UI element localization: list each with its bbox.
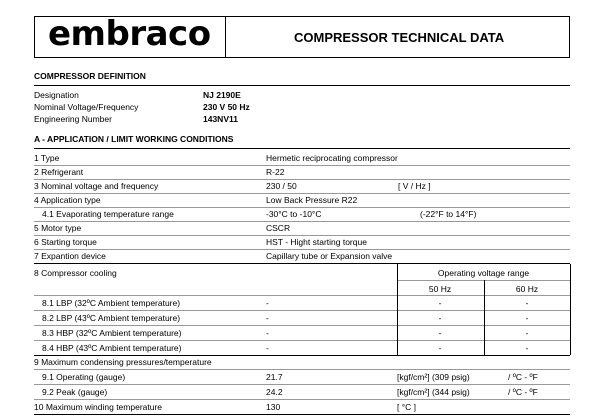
cooling-60hz-value: - <box>525 298 529 308</box>
row-divider <box>34 340 570 341</box>
row-divider <box>34 295 570 296</box>
definition-heading: COMPRESSOR DEFINITION <box>34 71 146 81</box>
row-value: 230 / 50 <box>266 181 297 191</box>
row-value: Low Back Pressure R22 <box>266 195 358 205</box>
cooling-50hz-value: - <box>438 298 442 308</box>
pressure-row-value: 24.2 <box>266 387 283 397</box>
voltage-label: Nominal Voltage/Frequency <box>34 102 139 112</box>
cooling-row-value: - <box>266 343 269 353</box>
row-label: 4 Application type <box>34 195 101 205</box>
winding-label: 10 Maximum winding temperature <box>34 402 163 412</box>
row-value: CSCR <box>266 223 291 233</box>
cooling-50hz-value: - <box>438 343 442 353</box>
pressure-row-label: 9.1 Operating (gauge) <box>42 372 126 382</box>
row-divider <box>34 165 570 166</box>
col-50hz-header: 50 Hz <box>428 284 452 294</box>
pressure-row-value: 21.7 <box>266 372 283 382</box>
section-a-heading: A - APPLICATION / LIMIT WORKING CONDITIONS <box>34 134 234 144</box>
pressure-row-temp: / ºC - ºF <box>508 387 538 397</box>
table-border <box>484 280 485 355</box>
voltage-value: 230 V 50 Hz <box>203 102 250 112</box>
table-border <box>570 264 571 355</box>
col-60hz-header: 60 Hz <box>515 284 539 294</box>
cooling-row-value: - <box>266 313 269 323</box>
row-divider <box>34 235 570 236</box>
document-title: COMPRESSOR TECHNICAL DATA <box>294 30 505 45</box>
header-divider <box>225 16 226 58</box>
winding-value: 130 <box>266 402 281 412</box>
row-value: HST - Hight starting torque <box>266 237 367 247</box>
row-label: 1 Type <box>34 153 60 163</box>
cooling-50hz-value: - <box>438 313 442 323</box>
row-divider <box>34 355 570 356</box>
row-label: 4.1 Evaporating temperature range <box>42 209 174 219</box>
cooling-row-value: - <box>266 298 269 308</box>
pressure-row-unit: [kgf/cm²] (309 psig) <box>397 372 470 382</box>
designation-label: Designation <box>34 90 79 100</box>
row-label: 6 Starting torque <box>34 237 97 247</box>
pressure-row-label: 9.2 Peak (gauge) <box>42 387 108 397</box>
pressure-label: 9 Maximum condensing pressures/temperature <box>34 357 212 367</box>
divider <box>34 148 570 149</box>
row-label: 3 Nominal voltage and frequency <box>34 181 159 191</box>
cooling-row-value: - <box>266 328 269 338</box>
cooling-60hz-value: - <box>525 328 529 338</box>
row-value: -30°C to -10°C <box>266 209 322 219</box>
cooling-row-label: 8.1 LBP (32ºC Ambient temperature) <box>42 298 181 308</box>
cooling-50hz-value: - <box>438 328 442 338</box>
cooling-row-label: 8.2 LBP (43ºC Ambient temperature) <box>42 313 181 323</box>
cooling-row-label: 8.3 HBP (32ºC Ambient temperature) <box>42 328 182 338</box>
cooling-60hz-value: - <box>525 313 529 323</box>
row-unit: [ V / Hz ] <box>398 181 431 191</box>
row-divider <box>34 310 570 311</box>
row-value: Hermetic reciprocating compressor <box>266 153 398 163</box>
row-unit: (-22°F to 14°F) <box>420 209 477 219</box>
cooling-60hz-value: - <box>525 343 529 353</box>
pressure-row-unit: [kgf/cm²] (344 psig) <box>397 387 470 397</box>
row-divider <box>34 263 570 264</box>
row-label: 5 Motor type <box>34 223 82 233</box>
row-label: 7 Expantion device <box>34 251 106 261</box>
row-value: R-22 <box>266 167 285 177</box>
divider <box>34 85 570 86</box>
designation-value: NJ 2190E <box>203 90 241 100</box>
row-divider <box>34 384 570 385</box>
row-divider <box>34 369 570 370</box>
row-divider <box>34 207 570 208</box>
table-border <box>397 264 398 355</box>
winding-unit: [ °C ] <box>397 402 416 412</box>
row-divider <box>34 193 570 194</box>
row-divider <box>34 325 570 326</box>
row-divider <box>34 249 570 250</box>
row-value: Capillary tube or Expansion valve <box>266 251 393 261</box>
row-divider <box>34 221 570 222</box>
engineering-number-label: Engineering Number <box>34 114 112 124</box>
cooling-row-label: 8.4 HBP (43ºC Ambient temperature) <box>42 343 182 353</box>
pressure-row-temp: / ºC - ºF <box>508 372 538 382</box>
row-divider <box>34 179 570 180</box>
brand-logo: embraco <box>48 14 211 54</box>
row-divider <box>34 399 570 400</box>
voltage-range-header: Operating voltage range <box>437 268 530 278</box>
cooling-label: 8 Compressor cooling <box>34 268 117 278</box>
row-label: 2 Refrigerant <box>34 167 84 177</box>
row-divider <box>34 414 570 415</box>
engineering-number-value: 143NV11 <box>203 114 238 124</box>
